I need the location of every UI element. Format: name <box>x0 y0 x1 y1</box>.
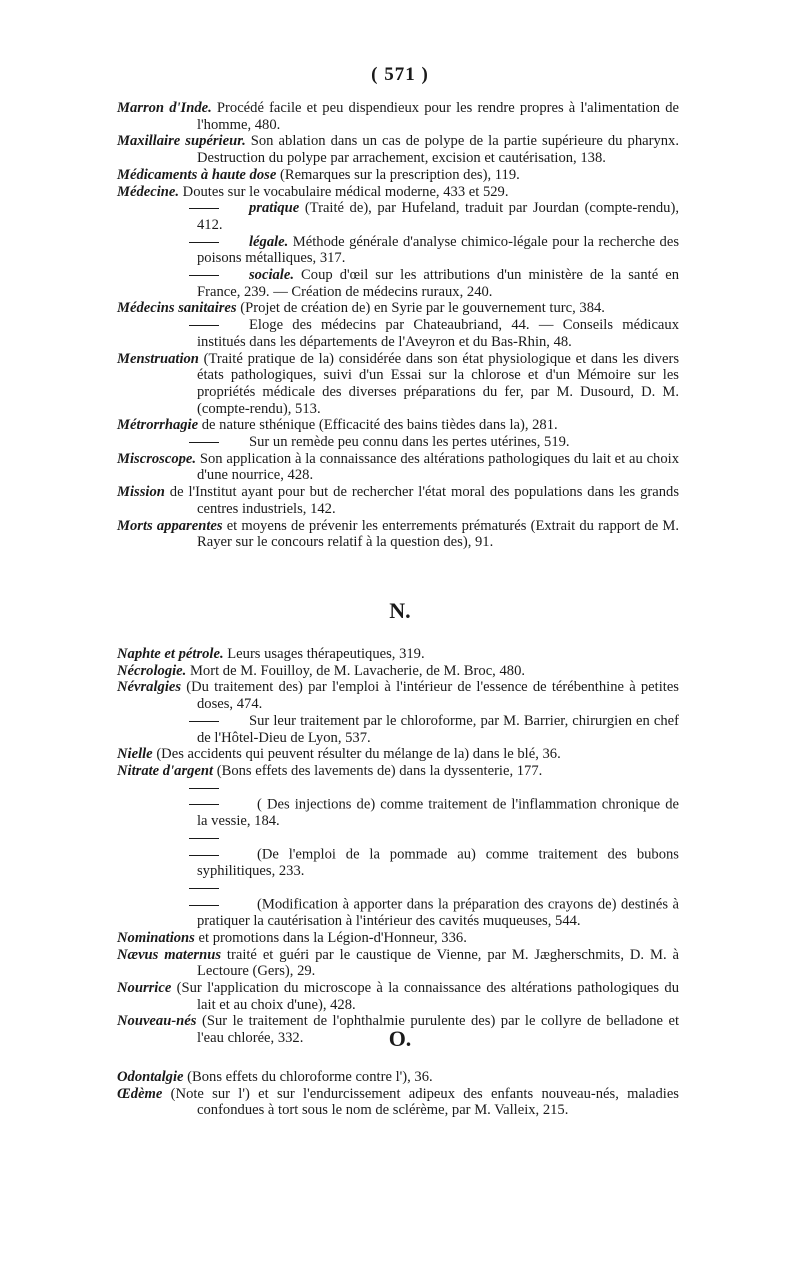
entry-text: (De l'emploi de la pommade au) comme traitement des bubons syphilitiques, 233. <box>197 846 679 880</box>
repeat-dash <box>189 200 249 217</box>
entry-text: (Traité de), par Hufeland, traduit par Jourdan (compte-rendu), 412. <box>197 200 679 233</box>
entry-heading: légale. <box>249 233 289 250</box>
entry-heading: Nouveau-nés <box>117 1013 197 1030</box>
repeat-dash <box>189 434 249 451</box>
repeat-dash <box>189 317 249 334</box>
entry-text: Eloge des médecins par Chateaubriand, 44. — Conseils médicaux institués dans les départements de l'Aveyron et du Bas-Rhin, 48. <box>197 317 679 350</box>
entry-text: (Projet de création de) en Syrie par le gouvernement turc, 384. <box>236 300 605 317</box>
entry-text: (Sur le traitement de l'ophthalmie purulente des) par le collyre de belladone et l'eau chlorée, 332. <box>196 1013 679 1047</box>
entry-text: de nature sthénique (Efficacité des bains tièdes dans la), 281. <box>198 417 558 434</box>
entry-heading: Morts apparentes <box>117 517 223 534</box>
entry-heading: Nitrate d'argent <box>117 762 214 779</box>
entry-heading: Œdème <box>117 1085 163 1102</box>
entry-text: traité et guéri par le caustique de Vienne, par M. Jægherschmits, D. M. à Lectoure (Gers), 29. <box>197 946 679 980</box>
repeat-dash <box>189 267 249 284</box>
entry-text: (Modification à apporter dans la préparation des crayons de) destinés à pratiquer la cautérisation à l'intérieur des cavités muqueuses, 544. <box>197 896 679 930</box>
index-entry <box>117 980 679 1013</box>
entry-text: Sur leur traitement par le chloroforme, par M. Barrier, chirurgien en chef de l'Hôtel-Dieu de Lyon, 537. <box>197 712 679 746</box>
repeat-dash <box>189 830 257 863</box>
entry-heading: Mission <box>117 484 165 501</box>
entry-heading: Névralgies <box>117 679 182 696</box>
entry-heading: Médicaments à haute dose <box>117 166 277 183</box>
index-section-n <box>117 646 679 1047</box>
index-entry <box>117 184 679 201</box>
index-entry <box>117 830 679 880</box>
index-entry <box>117 746 679 763</box>
entry-heading: Odontalgie <box>117 1069 184 1085</box>
index-entry <box>117 317 679 350</box>
entry-heading: Médecine. <box>117 183 180 200</box>
entry-heading: sociale. <box>249 267 294 284</box>
index-entry <box>117 167 679 184</box>
index-entry <box>117 300 679 317</box>
index-entry <box>117 133 679 166</box>
entry-text: Son ablation dans un cas de polype de la partie supérieure du pharynx. Destruction du polype par arrachement, excision et cautérisation, 138. <box>197 133 679 167</box>
index-section-o <box>117 1069 679 1119</box>
index-entry <box>117 518 679 551</box>
repeat-dash <box>189 713 249 730</box>
entry-text: Procédé facile et peu dispendieux pour les rendre propres à l'alimentation de l'homme, 480. <box>197 100 679 133</box>
entry-text: (Du traitement des) par l'emploi à l'intérieur de l'essence de térébenthine à petites doses, 474. <box>181 679 679 713</box>
entry-heading: Médecins sanitaires <box>117 300 237 317</box>
repeat-dash <box>189 234 249 251</box>
index-entry <box>117 663 679 680</box>
entry-text: Coup d'œil sur les attributions d'un ministère de la santé en France, 239. — Création de médecins ruraux, 240. <box>197 267 679 300</box>
section-letter-n: N. <box>389 598 411 623</box>
entry-heading: Nourrice <box>117 980 172 997</box>
entry-text: et moyens de prévenir les enterrements prématurés (Extrait du rapport de M. Rayer sur le concours relatif à la question des), 91. <box>197 517 679 551</box>
repeat-dash <box>189 780 257 813</box>
index-entry <box>117 434 679 451</box>
index-entry <box>117 880 679 930</box>
index-entry <box>117 451 679 484</box>
entry-heading: Maxillaire supérieur. <box>117 133 246 150</box>
index-entry <box>117 947 679 980</box>
entry-text: (Note sur l') et sur l'endurcissement adipeux des enfants nouveau-nés, maladies confondues à tort sous le nom de sclérème, par M. Valleix, 215. <box>162 1085 679 1119</box>
index-entry <box>117 780 679 830</box>
index-entry <box>117 267 679 300</box>
entry-text: Sur un remède peu connu dans les pertes utérines, 519. <box>249 434 570 451</box>
entry-heading: pratique <box>249 200 300 217</box>
entry-heading: Nævus maternus <box>117 946 222 963</box>
entry-heading: Nominations <box>117 929 195 946</box>
entry-heading: Menstruation <box>117 350 199 367</box>
entry-text: (Des accidents qui peuvent résulter du mélange de la) dans le blé, 36. <box>152 746 561 763</box>
entry-text: ( Des injections de) comme traitement de l'inflammation chronique de la vessie, 184. <box>197 796 679 830</box>
entry-text: (Bons effets des lavements de) dans la dyssenterie, 177. <box>213 762 543 779</box>
entry-text: (Traité pratique de la) considérée dans son état physiologique et dans les divers états pathologiques, suivi d'un Essai sur la chlorose et d'un Mémoire sur les propriétés médicale des diverses préparations du fer, par M. Dusourd, D. M. (compte-rendu), 513. <box>197 350 679 417</box>
index-entry <box>117 484 679 517</box>
entry-heading: Métrorrhagie <box>117 417 199 434</box>
index-entry <box>117 200 679 233</box>
page-number: ( 571 ) <box>371 64 429 85</box>
entry-heading: Marron d'Inde. <box>117 100 212 116</box>
entry-text: (Sur l'application du microscope à la connaissance des altérations pathologiques du lait et au choix d'une), 428. <box>171 980 679 1013</box>
section-letter-o: O. <box>388 1026 412 1051</box>
entry-text: (Remarques sur la prescription des), 119. <box>276 166 520 183</box>
entry-heading: Nécrologie. <box>117 662 187 679</box>
entry-heading: Naphte et pétrole. <box>117 646 224 662</box>
index-entry <box>117 351 679 418</box>
index-entry <box>117 763 679 780</box>
entry-heading: Nielle <box>117 746 153 763</box>
entry-text: Doutes sur le vocabulaire médical moderne, 433 et 529. <box>179 183 509 200</box>
entry-text: Leurs usages thérapeutiques, 319. <box>223 646 425 662</box>
index-entry <box>117 1069 679 1086</box>
entry-text: et promotions dans la Légion-d'Honneur, 336. <box>194 929 467 946</box>
index-entry <box>117 679 679 712</box>
index-entry <box>117 100 679 133</box>
index-entry <box>117 930 679 947</box>
entry-text: (Bons effets du chloroforme contre l'), 36. <box>183 1069 433 1085</box>
entry-text: de l'Institut ayant pour but de rechercher l'état moral des populations dans les grands centres industriels, 142. <box>164 484 679 517</box>
repeat-dash <box>189 880 257 913</box>
index-entry <box>117 646 679 663</box>
index-entry <box>117 234 679 267</box>
index-section-m <box>117 100 679 551</box>
index-entry <box>117 1086 679 1119</box>
entry-text: Son application à la connaissance des altérations pathologiques du lait et au choix d'une nourrice, 428. <box>196 450 679 484</box>
index-entry <box>117 417 679 434</box>
entry-text: Mort de M. Fouilloy, de M. Lavacherie, de M. Broc, 480. <box>186 662 526 679</box>
index-entry <box>117 713 679 746</box>
entry-heading: Miscroscope. <box>117 450 197 467</box>
entry-text: Méthode générale d'analyse chimico-légale pour la recherche des poisons métalliques, 317. <box>197 233 679 267</box>
